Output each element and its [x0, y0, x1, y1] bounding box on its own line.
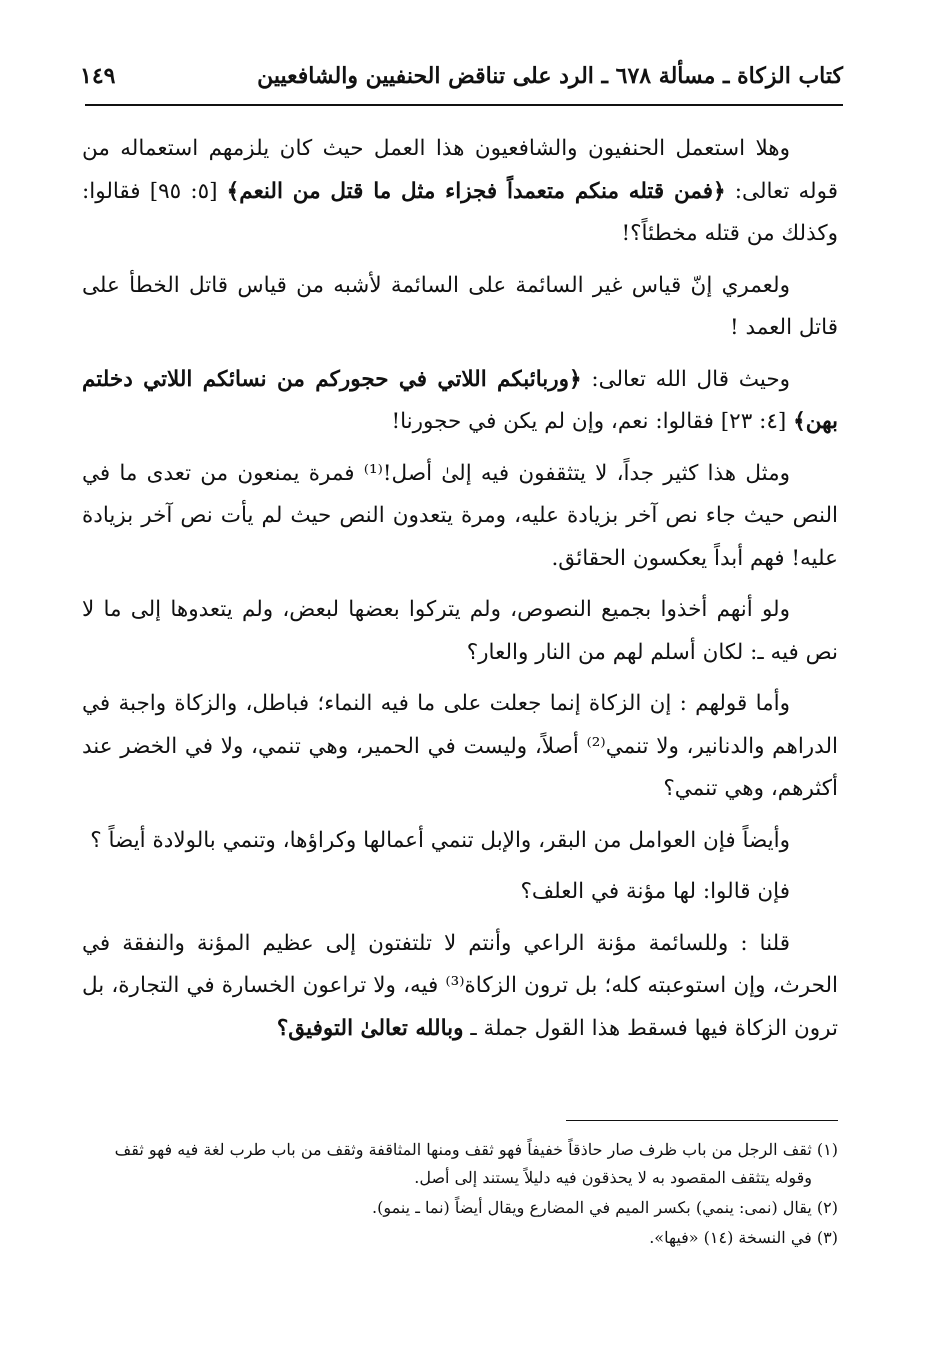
- paragraph-2: ولعمري إنّ قياس غير السائمة على السائمة لأشبه من قياس قاتل الخطأ على قاتل العمد !: [82, 272, 838, 340]
- paragraph-4: ومثل هذا كثير جداً، لا يتثقفون فيه إلىٰ أصل!⁽¹⁾ فمرة يمنعون من تعدى ما في النص حيث جاء نص آخر بزيادة عليه، ومرة يتعدون النص حيث لم يأت نص آخر بزيادة عليه! فهم أبداً يعكسون الحقائق.: [82, 460, 838, 571]
- paragraph-8: فإن قالوا: لها مؤنة في العلف؟: [520, 879, 790, 904]
- page-header: [80, 58, 843, 94]
- footnote-2: (٢) يقال (نمى: ينمي) بكسر الميم في المضارع ويقال أيضاً (نما ـ ينمو).: [371, 1198, 838, 1217]
- page-number: ١٤٩: [80, 63, 116, 89]
- footnote-3: (٣) في النسخة (١٤) «فيها».: [649, 1228, 838, 1247]
- closing-phrase: وبالله تعالىٰ التوفيق؟: [276, 1015, 464, 1041]
- paragraph-1: وهلا استعمل الحنفيون والشافعيون هذا العمل حيث كان يلزمهم استعماله من قوله تعالى: ﴿فمن قتله منكم متعمداً فجزاء مثل ما قتل من النعم﴾ [٥: ٩٥] فقالوا: وكذلك من قتله مخطئاً؟!: [82, 136, 838, 246]
- footnotes: [80, 1136, 838, 1254]
- footnote-rule: [566, 1120, 838, 1121]
- running-title: كتاب الزكاة ـ مسألة ٦٧٨ ـ الرد على تناقض الحنفيين والشافعيين: [257, 63, 843, 89]
- paragraph-9: قلنا : وللسائمة مؤنة الراعي وأنتم لا تلتفتون إلى عظيم المؤنة والنفقة في الحرث، وإن استوعبته كله؛ بل ترون الزكاة⁽³⁾ فيه، ولا تراعون الخسارة في التجارة، بل ترون الزكاة فيها فسقط هذا القول جملة ـ وبالله تعالىٰ التوفيق؟: [82, 930, 838, 1041]
- quran-verse-2: ﴿وربائبكم اللاتي في حجوركم من نسائكم اللاتي دخلتم بهن﴾: [82, 366, 838, 434]
- paragraph-3: وحيث قال الله تعالى: ﴿وربائبكم اللاتي في حجوركم من نسائكم اللاتي دخلتم بهن﴾ [٤: ٢٣] فقالوا: نعم، وإن لم يكن في حجورنا!: [82, 366, 838, 434]
- paragraph-5: ولو أنهم أخذوا بجميع النصوص، ولم يتركوا بعضها لبعض، ولم يتعدوها إلى ما لا نص فيه ـ: لكان أسلم لهم من النار والعار؟: [82, 597, 838, 665]
- main-text: [82, 128, 838, 1059]
- footnote-1: (١) ثقف الرجل من باب ظرف صار حاذقاً خفيفاً فهو ثقف ومنها المثاقفة وثقف من باب طرب لغة فيه فهو ثقف وقوله يتثقف المقصود به لا يحذقون فيه دليلاً يستند إلى أصل.: [114, 1140, 838, 1187]
- quran-verse-1: ﴿فمن قتله منكم متعمداً فجزاء مثل ما قتل من النعم﴾: [226, 178, 726, 204]
- paragraph-6: وأما قولهم : إن الزكاة إنما جعلت على ما فيه النماء؛ فباطل، والزكاة واجبة في الدراهم والدنانير، ولا تنمي⁽²⁾ أصلاً، وليست في الحمير، وهي تنمي، ولا في الخضر عند أكثرهم، وهي تنمي؟: [82, 691, 838, 801]
- header-rule: [85, 104, 843, 106]
- paragraph-7: وأيضاً فإن العوامل من البقر، والإبل تنمي أعمالها وكراؤها، وتنمي بالولادة أيضاً ؟: [90, 827, 790, 853]
